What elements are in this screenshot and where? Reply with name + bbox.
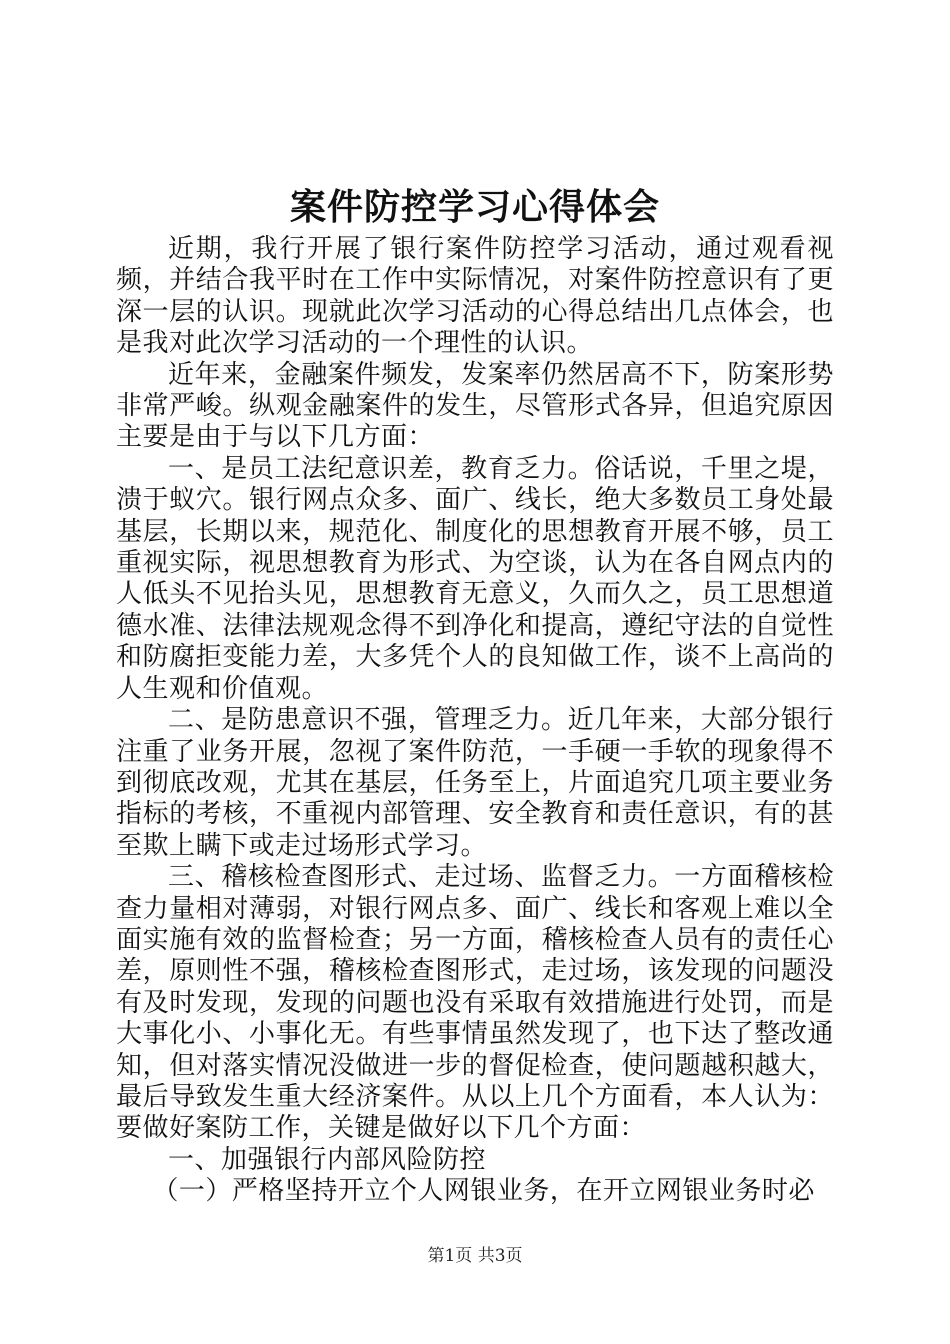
paragraph-background: 近年来，金融案件频发，发案率仍然居高不下，防案形势非常严峻。纵观金融案件的发生，尽管形式各异，但追究原因主要是由于与以下几方面： [116,359,834,453]
paragraph-reason-one: 一、是员工法纪意识差，教育乏力。俗话说，千里之堤，溃于蚁穴。银行网点众多、面广、线长，绝大多数员工身处最基层，长期以来，规范化、制度化的思想教育开展不够，员工重视实际，视思想教育为形式、为空谈，认为在各自网点内的人低头不见抬头见，思想教育无意义，久而久之，员工思想道德水准、法律法规观念得不到净化和提高，遵纪守法的自觉性和防腐拒变能力差，大多凭个人的良知做工作，谈不上高尚的人生观和价值观。 [116,453,834,704]
section-heading-one: 一、加强银行内部风险防控 [168,1144,487,1175]
subsection-item-one: （一）严格坚持开立个人网银业务，在开立网银业务时必 [152,1176,815,1207]
paragraph-reason-three: 三、稽核检查图形式、走过场、监督乏力。一方面稽核检查力量相对薄弱，对银行网点多、面广、线长和客观上难以全面实施有效的监督检查；另一方面，稽核检查人员有的责任心差，原则性不强，稽核检查图形式，走过场，该发现的问题没有及时发现，发现的问题也没有采取有效措施进行处罚，而是大事化小、小事化无。有些事情虽然发现了，也下达了整改通知，但对落实情况没做进一步的督促检查，使问题越积越大，最后导致发生重大经济案件。从以上几个方面看，本人认为：要做好案防工作，关键是做好以下几个方面： [116,862,834,1144]
paragraph-intro: 近期，我行开展了银行案件防控学习活动，通过观看视频，并结合我平时在工作中实际情况，对案件防控意识有了更深一层的认识。现就此次学习活动的心得总结出几点体会，也是我对此次学习活动的一个理性的认识。 [116,234,834,359]
page-footer: 第1页 共3页 [427,1246,523,1266]
document-title: 案件防控学习心得体会 [289,186,660,228]
paragraph-reason-two: 二、是防患意识不强，管理乏力。近几年来，大部分银行注重了业务开展，忽视了案件防范，一手硬一手软的现象得不到彻底改观，尤其在基层，任务至上，片面追究几项主要业务指标的考核，不重视内部管理、安全教育和责任意识，有的甚至欺上瞒下或走过场形式学习。 [116,705,834,861]
document-body [116,234,834,1208]
